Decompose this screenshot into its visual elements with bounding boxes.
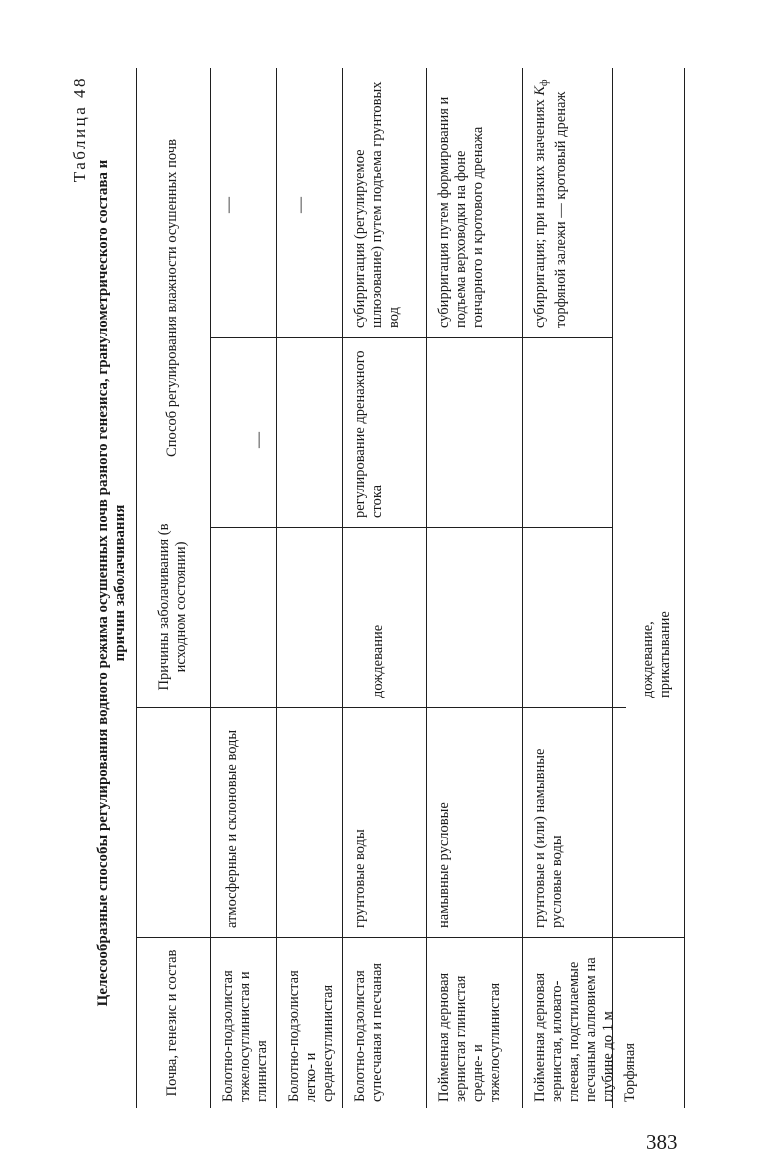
cause-atmospheric: атмосферные и склоновые воды bbox=[224, 729, 240, 928]
cause-ground: грунтовые воды bbox=[352, 829, 368, 928]
cause-ground-alluvial: грунтовые и (или) намывные русловые воды bbox=[532, 748, 565, 928]
header-causes: Причины заболачивания (в исходном состоянии) bbox=[156, 523, 189, 691]
soil-row-2: Болотно-подзолистая легко- и среднесуглинистая bbox=[286, 970, 336, 1102]
rotated-table-block bbox=[70, 68, 750, 1108]
method-sprinkling-rolling: дождевание, прикатывание bbox=[640, 611, 673, 698]
row-rule-1 bbox=[276, 68, 277, 1108]
method-subirrigation-sandy: субирригация (регулируемое шлюзование) путем подъема грунтовых вод bbox=[352, 81, 402, 328]
table-bottom-rule bbox=[684, 68, 685, 1108]
method-sprinkling: дождевание bbox=[370, 624, 386, 698]
method-dash-3: — bbox=[292, 197, 309, 213]
row-rule-4 bbox=[522, 68, 523, 1108]
soil-row-6: Торфяная bbox=[622, 1042, 638, 1102]
col-rule-method-b bbox=[210, 337, 612, 338]
method-drain-regulation: регулирование дренажного стока bbox=[352, 350, 385, 518]
cause-alluvial: намывные русловые bbox=[436, 802, 452, 928]
soil-row-5: Пойменная дерновая зернистая, иловато-глеевая, подстилаемые песчаным аллювием на глубине до 1 м bbox=[532, 957, 616, 1102]
header-method: Способ регулирования влажности осушенных почв bbox=[164, 139, 180, 457]
col-rule-method-a bbox=[210, 527, 612, 528]
table-title: Целесообразные способы регулирования водного режима осушенных почв разного генезиса, гранулометрического состава и причин заболачивания bbox=[95, 159, 128, 1007]
subirr-peat-suffix: торфяной залежи — кротовый дренаж bbox=[553, 91, 569, 328]
subirr-peat-k: К bbox=[532, 85, 548, 96]
subirr-peat-prefix: субирригация; при низких значениях bbox=[532, 95, 548, 328]
method-subirrigation-alluvial: субирригация путем формирования и подъема верховодки на фоне гончарного и кротового дренажа bbox=[436, 96, 486, 328]
soil-row-1: Болотно-подзолистая тяжелосуглинистая и глинистая bbox=[220, 970, 270, 1102]
col-rule-soil bbox=[136, 937, 684, 938]
col-rule-causes bbox=[136, 707, 626, 708]
header-soil: Почва, генезис и состав bbox=[164, 949, 180, 1097]
method-dash-1: — bbox=[250, 432, 267, 448]
header-rule bbox=[210, 68, 211, 1108]
row-rule-2 bbox=[342, 68, 343, 1108]
method-dash-2: — bbox=[220, 197, 237, 213]
table-top-rule bbox=[136, 68, 137, 1108]
soil-row-3: Болотно-подзолистая супесчаная и песчаная bbox=[352, 962, 385, 1102]
subirr-peat-sub: ф bbox=[539, 79, 550, 86]
row-rule-3 bbox=[426, 68, 427, 1108]
table-number: Таблица 48 bbox=[70, 76, 89, 183]
method-subirrigation-peat bbox=[532, 78, 570, 328]
soil-row-4: Пойменная дерновая зернистая глинистая средне- и тяжелосуглинистая bbox=[436, 972, 503, 1102]
page-number: 383 bbox=[646, 1130, 678, 1154]
